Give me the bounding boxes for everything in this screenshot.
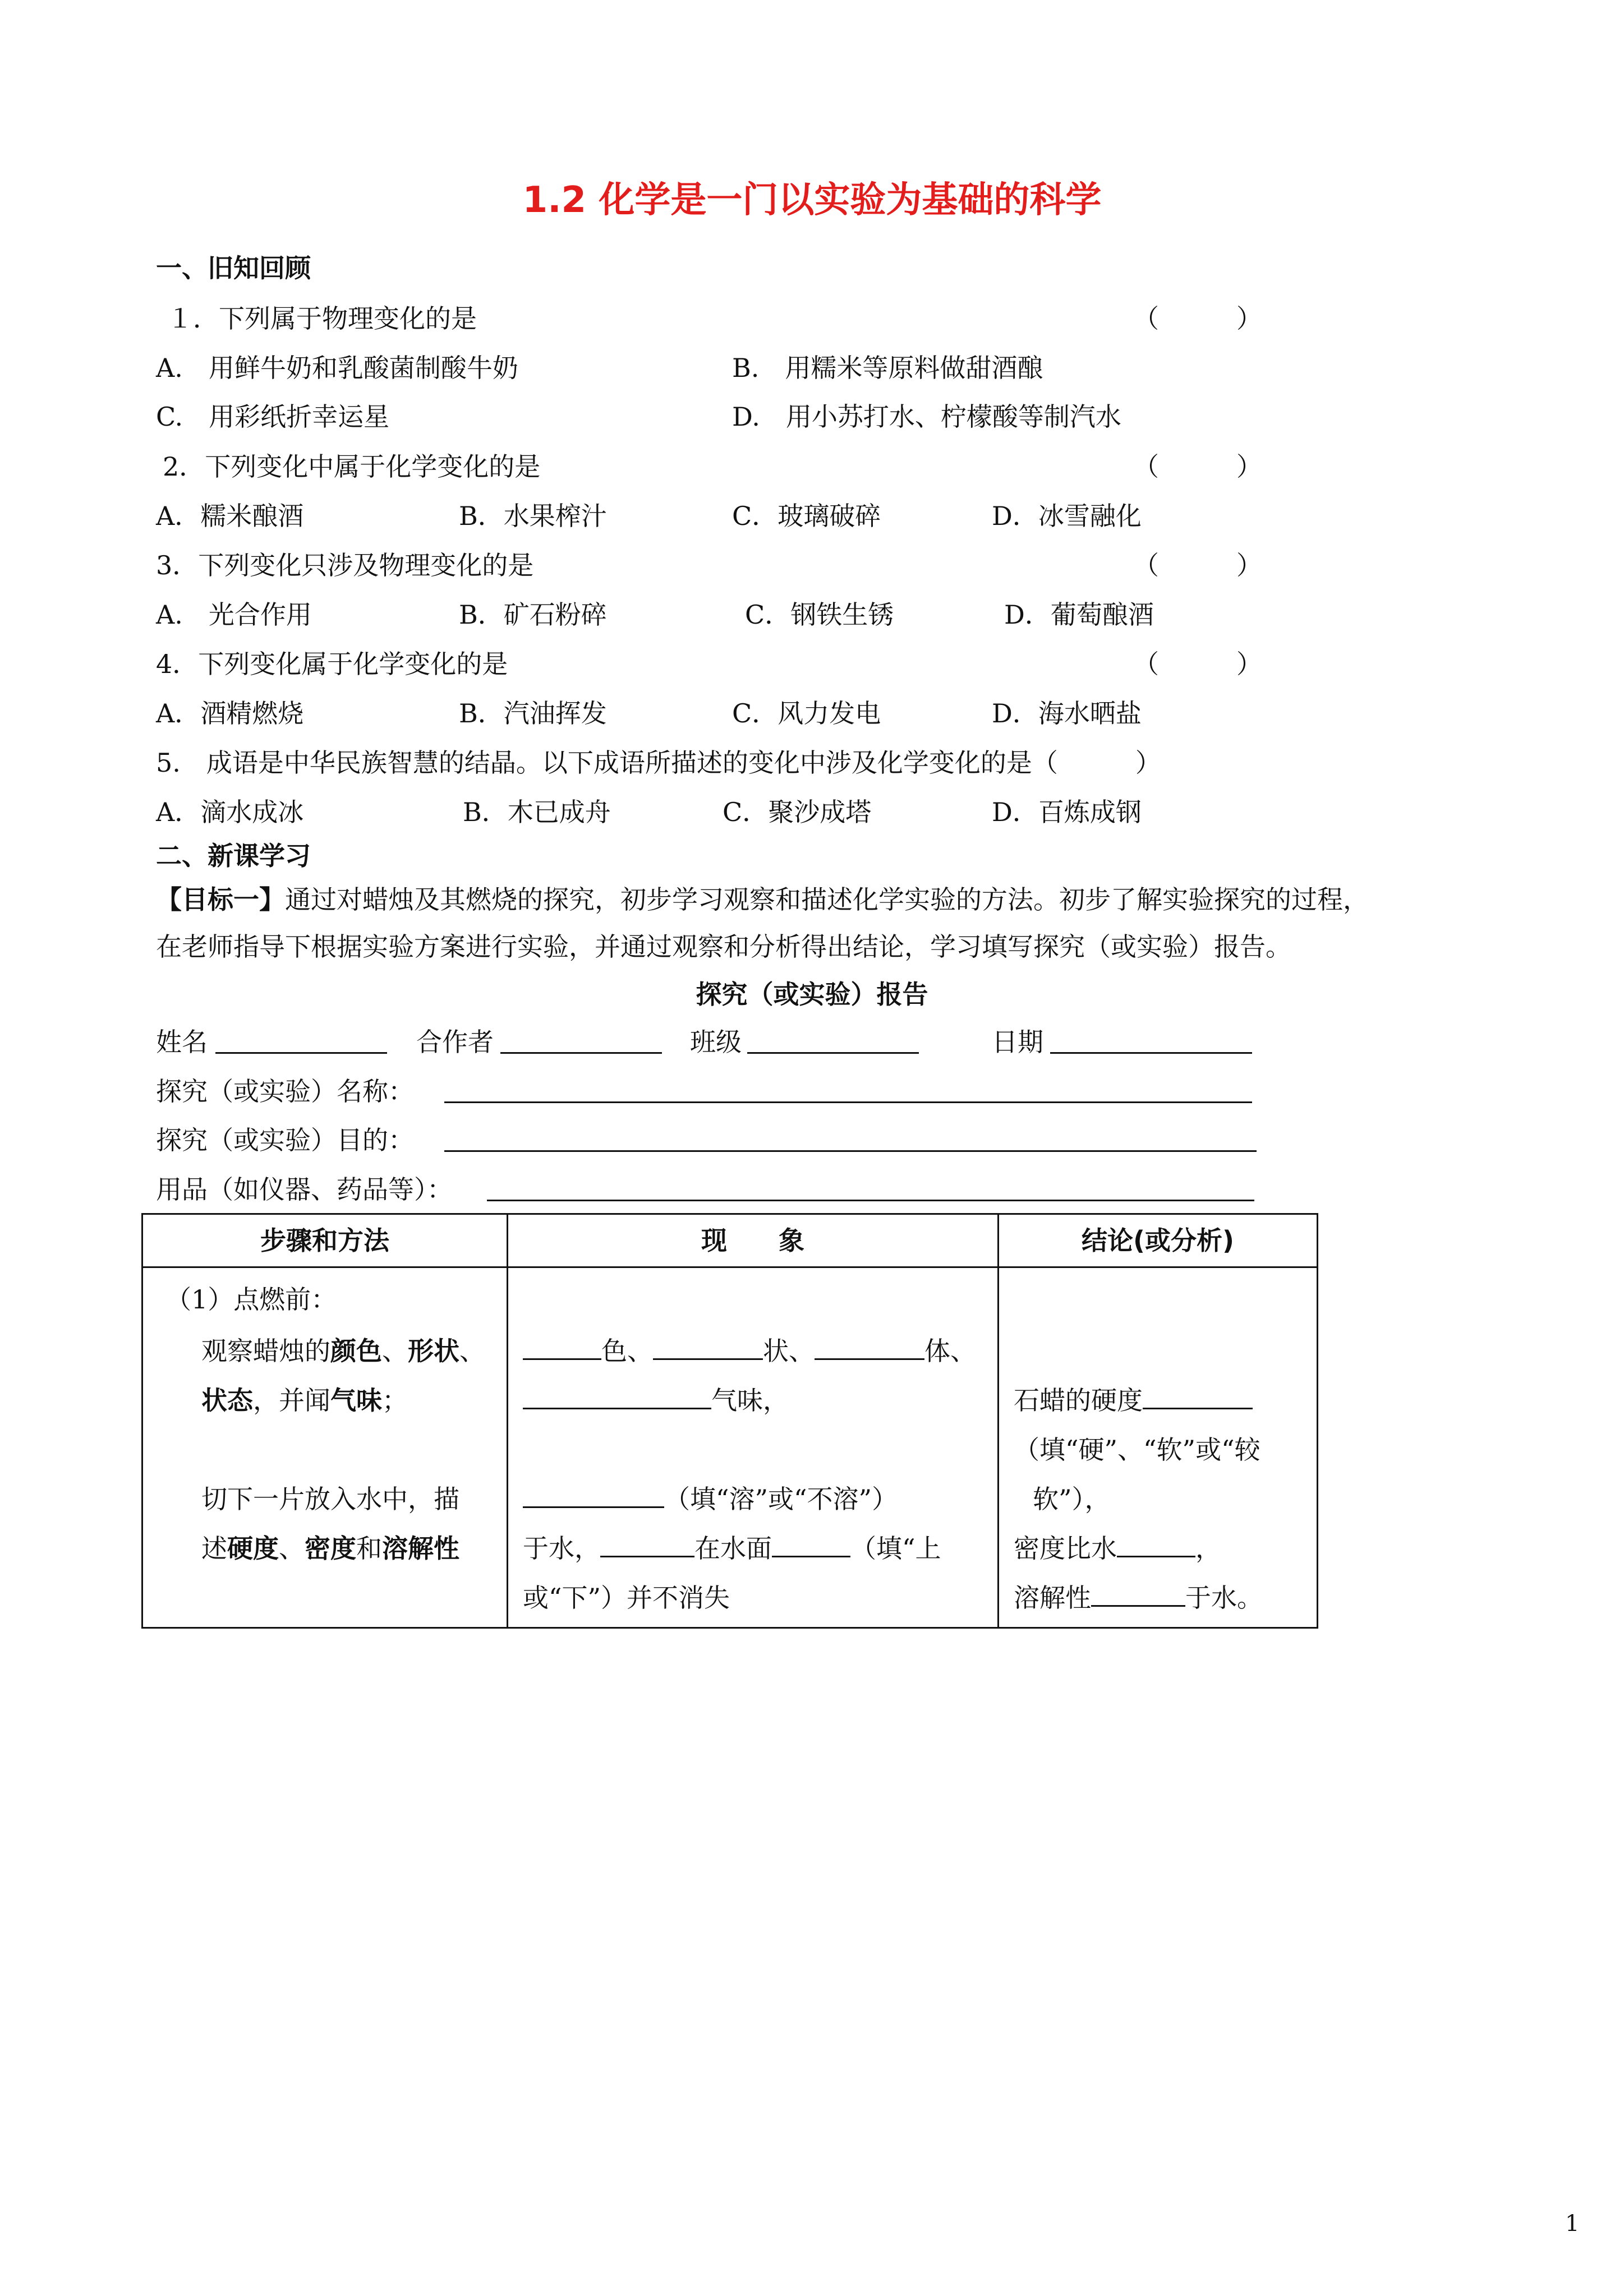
table-header-conclusion: 结论(或分析): [999, 1214, 1318, 1267]
question-2-stem: 2．下列变化中属于化学变化的是: [163, 451, 541, 482]
supplies-blank[interactable]: [487, 1200, 1254, 1201]
phenomena-not-dissolve-line: 或“下”）并不消失: [523, 1583, 730, 1613]
question-3-option-d: D．葡萄酿酒: [1004, 600, 1154, 630]
class-field-label: 班级: [690, 1027, 742, 1057]
step-cut-line: 切下一片放入水中，描: [201, 1484, 459, 1514]
conclusion-solubility-line: 溶解性 于水。: [1014, 1583, 1263, 1613]
question-4-option-c: C．风力发电: [732, 698, 881, 729]
goal-paragraph-line-2: 在老师指导下根据实验方案进行实验，并通过观察和分析得出结论，学习填写探究（或实验）报告。: [156, 932, 1291, 962]
question-2-option-a: A．糯米酿酒: [156, 501, 304, 531]
state-blank[interactable]: [815, 1358, 924, 1360]
question-3-option-b: B．矿石粉碎: [459, 600, 607, 630]
conclusion-hardness-hint-2: 软”），: [1033, 1484, 1111, 1514]
name-field-label: 姓名: [156, 1027, 208, 1057]
report-title: 探究（或实验）报告: [696, 979, 928, 1009]
date-field-label: 日期: [992, 1027, 1043, 1057]
question-1-answer-bracket[interactable]: （ ）: [1133, 303, 1262, 334]
question-4-stem: 4．下列变化属于化学变化的是: [156, 649, 508, 679]
question-2-option-c: C．玻璃破碎: [732, 501, 881, 531]
question-5-option-d: D．百炼成钢: [992, 797, 1142, 827]
page-title: 1.2 化学是一门以实验为基础的科学: [522, 179, 1102, 221]
name-field-blank[interactable]: [215, 1052, 387, 1054]
partner-field-label: 合作者: [416, 1027, 494, 1057]
experiment-name-label: 探究（或实验）名称：: [156, 1076, 414, 1106]
page-number: 1: [1565, 2211, 1580, 2237]
solubility-conclusion-blank[interactable]: [1091, 1605, 1185, 1607]
date-field-blank[interactable]: [1050, 1052, 1252, 1054]
conclusion-density-line: 密度比水 ，: [1014, 1533, 1221, 1564]
question-1-stem: １．下列属于物理变化的是: [167, 303, 477, 334]
conclusion-hardness-hint: （填“硬”、“软”或“较: [1014, 1435, 1260, 1465]
density-blank[interactable]: [1117, 1555, 1195, 1557]
question-2-answer-bracket[interactable]: （ ）: [1133, 451, 1262, 482]
question-3-answer-bracket[interactable]: （ ）: [1133, 550, 1262, 580]
question-1-option-c: C. 用彩纸折幸运星: [156, 402, 390, 432]
question-5-option-c: C．聚沙成塔: [723, 797, 872, 827]
section-heading-new-lesson: 二、新课学习: [156, 841, 311, 871]
question-1-option-a: A. 用鲜牛奶和乳酸菌制酸牛奶: [156, 353, 518, 383]
step-state-smell-line: 状态，并闻气味；: [201, 1385, 408, 1416]
table-header-steps: 步骤和方法: [142, 1214, 508, 1267]
partner-field-blank[interactable]: [500, 1052, 662, 1054]
question-3-option-a: A. 光合作用: [156, 600, 312, 630]
phenomena-smell-line: 气味，: [523, 1380, 789, 1417]
question-3-option-c: C．钢铁生锈: [745, 600, 894, 630]
supplies-label: 用品（如仪器、药品等）：: [156, 1174, 453, 1205]
step-observe-line: 观察蜡烛的颜色、形状、: [201, 1336, 485, 1366]
steps-cell: [142, 1267, 508, 1628]
experiment-purpose-blank[interactable]: [444, 1150, 1257, 1152]
question-2-option-b: B．水果榨汁: [459, 501, 607, 531]
float-blank[interactable]: [600, 1555, 694, 1557]
question-4-option-b: B．汽油挥发: [459, 698, 607, 729]
question-4-option-a: A．酒精燃烧: [156, 698, 304, 729]
color-blank[interactable]: [523, 1358, 601, 1360]
hardness-blank[interactable]: [1143, 1407, 1253, 1409]
conclusion-hardness-line: 石蜡的硬度: [1014, 1380, 1253, 1417]
question-4-option-d: D．海水晒盐: [992, 698, 1142, 729]
shape-blank[interactable]: [653, 1358, 763, 1360]
question-5-option-a: A．滴水成冰: [156, 797, 304, 827]
question-1-option-b: B. 用糯米等原料做甜酒酿: [732, 353, 1043, 383]
goal-text: 通过对蜡烛及其燃烧的探究，初步学习观察和描述化学实验的方法。初步了解实验探究的过程，: [285, 884, 1369, 915]
position-blank[interactable]: [772, 1555, 850, 1557]
step-describe-line: 述硬度、密度和溶解性: [201, 1533, 459, 1564]
question-3-stem: 3．下列变化只涉及物理变化的是: [156, 550, 534, 580]
experiment-purpose-label: 探究（或实验）目的：: [156, 1125, 414, 1155]
experiment-report-table: [141, 1213, 1318, 1629]
smell-blank[interactable]: [523, 1407, 711, 1409]
question-4-answer-bracket[interactable]: （ ）: [1133, 649, 1262, 679]
phenomena-cell: [508, 1267, 999, 1628]
question-5-stem: 5. 成语是中华民族智慧的结晶。以下成语所描述的变化中涉及化学变化的是（ ）: [156, 748, 1161, 778]
question-2-option-d: D．冰雪融化: [992, 501, 1142, 531]
class-field-blank[interactable]: [747, 1052, 919, 1054]
conclusion-cell: [999, 1267, 1318, 1628]
step-1-heading: （1）点燃前：: [165, 1284, 337, 1315]
phenomena-color-shape-line: 色、 状、 体、: [523, 1331, 976, 1368]
phenomena-solubility-line: （填“溶”或“不溶”）: [523, 1479, 898, 1516]
question-5-option-b: B．木已成舟: [463, 797, 611, 827]
goal-label: 【目标一】: [156, 884, 285, 915]
question-1-option-d: D. 用小苏打水、柠檬酸等制汽水: [732, 402, 1121, 432]
goal-paragraph-line-1: [156, 879, 1369, 916]
section-heading-review: 一、旧知回顾: [156, 253, 311, 283]
solubility-blank[interactable]: [523, 1506, 664, 1508]
table-header-phenomena: 现 象: [508, 1214, 999, 1267]
phenomena-float-line: 于水， 在水面 （填“上: [523, 1533, 941, 1564]
experiment-name-blank[interactable]: [444, 1101, 1252, 1103]
